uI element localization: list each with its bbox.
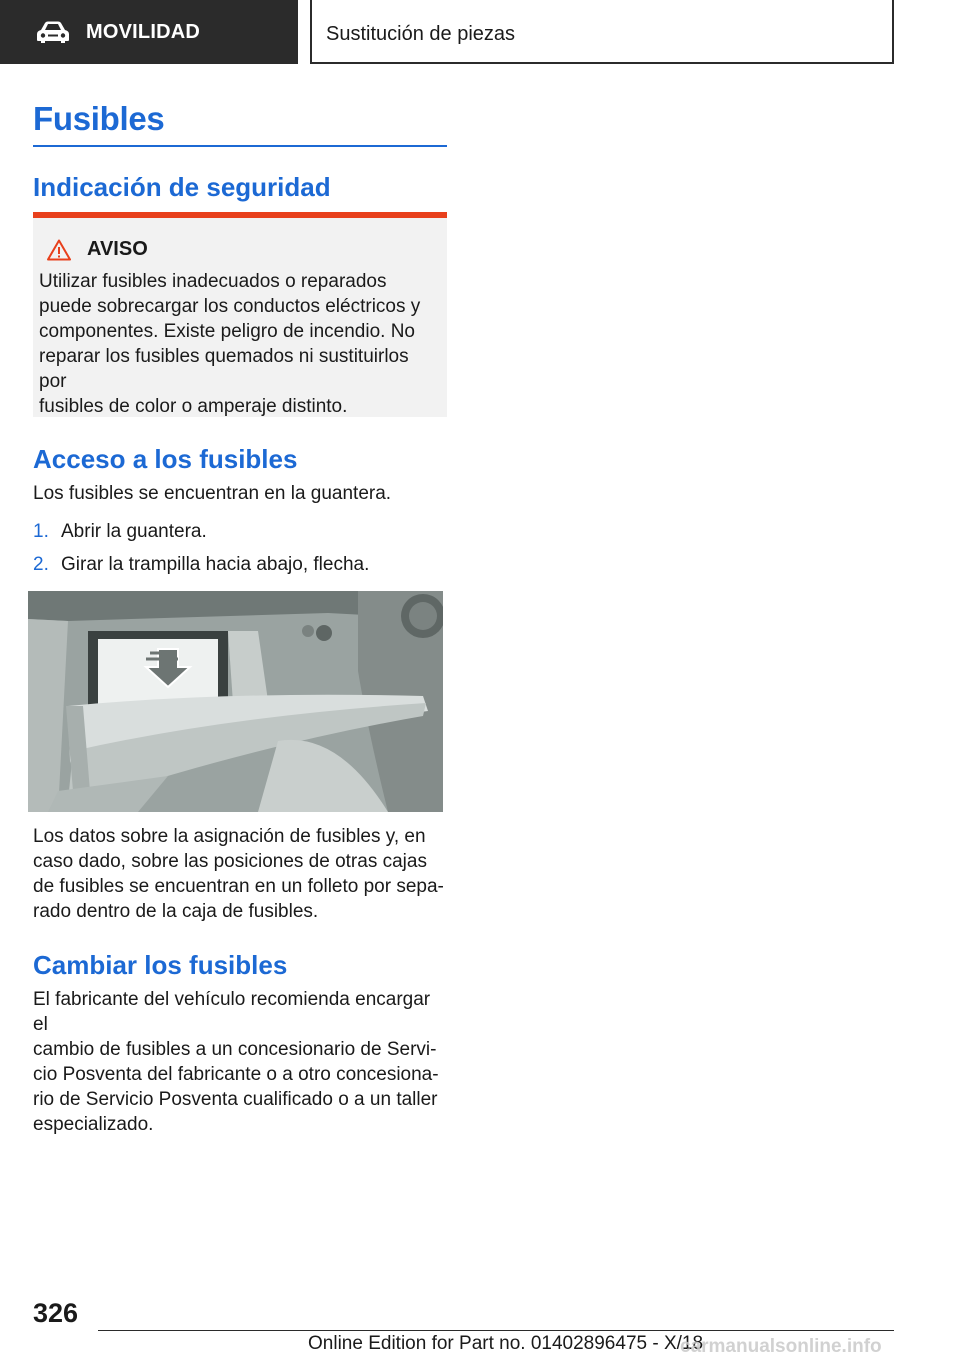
- car-icon: [36, 20, 70, 44]
- header-section-tab: [0, 0, 298, 64]
- text-line: caso dado, sobre las posiciones de otras cajas: [33, 851, 427, 872]
- title-divider: [33, 145, 447, 147]
- step-text: Girar la trampilla hacia abajo, flecha.: [61, 554, 370, 575]
- step-item: [33, 552, 369, 577]
- safety-heading: Indicación de seguridad: [33, 172, 331, 202]
- text-line: especializado.: [33, 1114, 154, 1135]
- warning-line: reparar los fusibles quemados ni sustituirlos por: [39, 346, 409, 392]
- step-text: Abrir la guantera.: [61, 521, 207, 542]
- warning-triangle-icon: [47, 239, 71, 261]
- text-line: cio Posventa del fabricante o a otro concesiona-: [33, 1064, 439, 1085]
- page-title: Fusibles: [33, 100, 165, 137]
- page-number: 326: [33, 1298, 79, 1328]
- text-line: de fusibles se encuentran en un folleto por sepa-: [33, 876, 444, 897]
- watermark: carmanualsonline.info: [680, 1336, 882, 1357]
- step-number: 1.: [33, 521, 49, 542]
- text-line: rio de Servicio Posventa cualificado o a un taller: [33, 1089, 438, 1110]
- warning-line: componentes. Existe peligro de incendio. No: [39, 321, 416, 342]
- warning-line: puede sobrecargar los conductos eléctricos y: [39, 296, 421, 317]
- access-heading: Acceso a los fusibles: [33, 444, 298, 474]
- warning-line: Utilizar fusibles inadecuados o reparados: [39, 271, 387, 292]
- text-line: rado dentro de la caja de fusibles.: [33, 901, 319, 922]
- warning-label: AVISO: [87, 238, 148, 260]
- change-paragraph: [33, 987, 449, 1137]
- text-line: cambio de fusibles a un concesionario de Servi-: [33, 1039, 437, 1060]
- step-number: 2.: [33, 554, 49, 575]
- warning-box: [33, 218, 447, 417]
- section-label: MOVILIDAD: [86, 20, 201, 43]
- footer-divider: [98, 1330, 894, 1331]
- chapter-label: Sustitución de piezas: [326, 22, 516, 45]
- assignment-paragraph: [33, 824, 449, 924]
- edition-text: Online Edition for Part no. 01402896475 - X/18: [308, 1333, 704, 1354]
- change-heading: Cambiar los fusibles: [33, 950, 288, 980]
- text-line: El fabricante del vehículo recomienda encargar el: [33, 989, 431, 1035]
- text-line: Los datos sobre la asignación de fusibles y, en: [33, 826, 426, 847]
- glovebox-illustration: [28, 591, 443, 812]
- header-chapter-tab: [310, 0, 894, 64]
- access-intro: Los fusibles se encuentran en la guantera.: [33, 483, 392, 504]
- step-item: [33, 519, 207, 544]
- warning-line: fusibles de color o amperaje distinto.: [39, 396, 348, 417]
- warning-text: [39, 269, 441, 419]
- warning-header: [47, 238, 441, 261]
